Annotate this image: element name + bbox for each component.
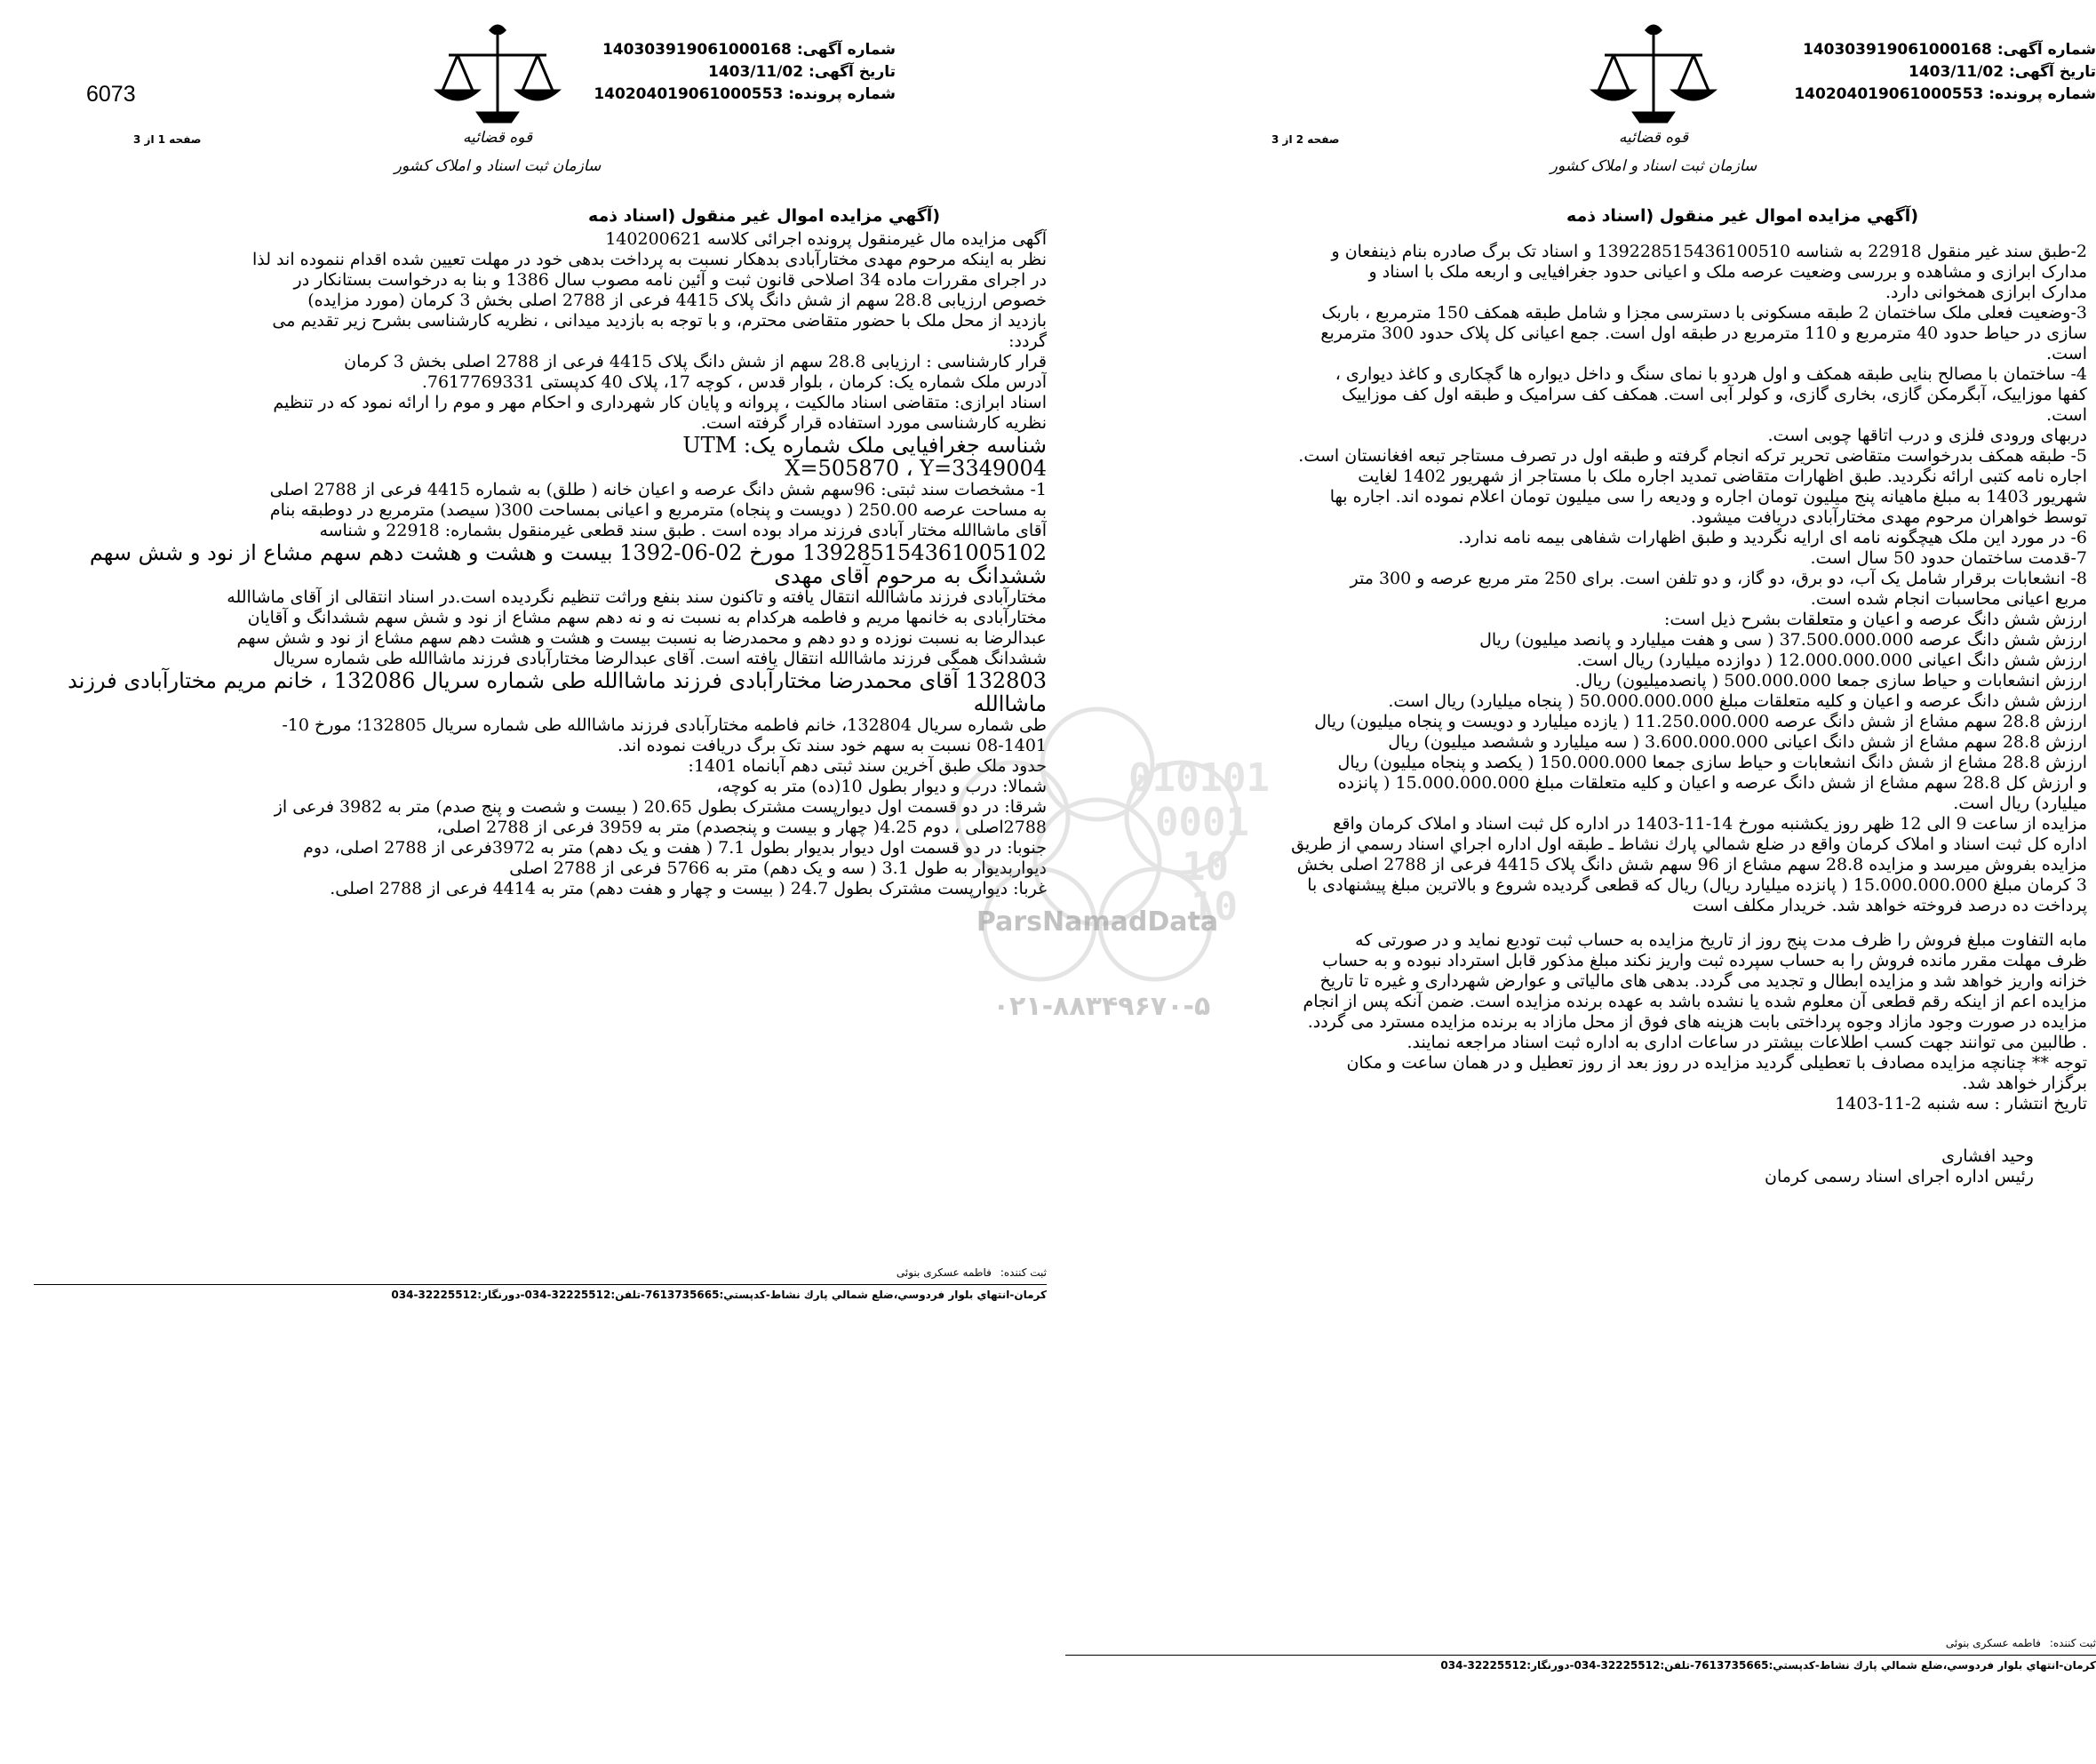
- judiciary-emblem-logo: [391, 20, 604, 184]
- notice-title: (آگهي مزايده اموال غير منقول (اسناد ذمه: [587, 206, 940, 226]
- body-line: 5- طبقه همکف بدرخواست متقاضی تحریر ترکه انجام گرفته و طبقه اول در تصرف مستاجر تبعه افغانستان است.: [1298, 446, 2087, 466]
- watermark-brand: ParsNamadData: [976, 906, 1219, 938]
- office-address: کرمان-انتهاي بلوار فردوسي،ضلع شمالي پارك نشاط-كدپستي:7613735665-تلفن:32225512-034-دورنگار:32225512-034: [1440, 1659, 2096, 1672]
- body-line: ارزش شش دانگ عرصه و اعیان و کلیه متعلقات مبلغ 50.000.000.000 ( پنجاه میلیارد) ریال است.: [1388, 691, 2087, 711]
- org-line2-logo-text: سازمان ثبت اسناد و املاک کشور: [394, 157, 602, 175]
- footer: [34, 1266, 1047, 1301]
- body-line: ارزش شش دانگ اعیانی 12.000.000.000 ( دوازده میلیارد) ریال است.: [1576, 651, 2087, 670]
- page-number: صفحه 2 از 3: [1271, 133, 1340, 146]
- body-line: ارزش 28.8 مشاع از شش دانگ انشعابات و حیاط سازی جمعا 150.000.000 ( یکصد و پنجاه میلیون) ریال: [1337, 753, 2087, 772]
- page-1: [0, 0, 1047, 1764]
- notice-title: (آگهي مزايده اموال غير منقول (اسناد ذمه: [1566, 206, 1918, 226]
- body-line: است.: [2046, 344, 2087, 363]
- ad-number: 140303919061000168: [1802, 41, 1992, 59]
- body-line: مزایده اعم از اینکه رقم قطعی آن معلوم شده یا نشده باشد به عهده برنده مزایده است. ضمن آنکه پس از انجام: [1303, 992, 2087, 1011]
- body-line: است.: [2046, 405, 2087, 425]
- body-line: 3 کرمان مبلغ 15.000.000.000 ( پانزده میلیارد ریال) ریال که قطعی گردیده شروع و بالاترین مبلغ پیشنهادی با: [1307, 875, 2087, 895]
- footer: [1065, 1637, 2096, 1672]
- body-line: حدود ملک طبق آخرین سند ثبتی دهم آبانماه 1401:: [688, 756, 1047, 776]
- ad-date: 1403/11/02: [1908, 63, 2004, 81]
- case-number: 140204019061000553: [1794, 85, 1984, 103]
- header-meta: [1794, 39, 2096, 106]
- svg-text:010101: 010101: [1128, 755, 1270, 801]
- org-line2-logo-text: سازمان ثبت اسناد و املاک کشور: [1550, 157, 1757, 175]
- ad-date-label: تاریخ آگهی:: [808, 63, 896, 81]
- body-line: . طالبین می توانند جهت کسب اطلاعات بیشتر در ساعات اداری به اداره ثبت اسناد مراجعه نمایند.: [1407, 1033, 2087, 1052]
- body-line: میلیارد) ریال است.: [1953, 794, 2087, 813]
- case-number-row: [1794, 84, 2096, 106]
- body-line: 7-قدمت ساختمان حدود 50 سال است.: [1810, 548, 2087, 568]
- case-number: 140204019061000553: [594, 85, 784, 103]
- body-line: مدارک ابرازی و مشاهده و بررسی وضعیت عرصه ملک و اعیانی حدود جغرافیایی و اربعه ملک با اسناد و: [1368, 262, 2087, 282]
- body-line: مدارک ابرازی همخوانی دارد.: [1885, 283, 2087, 302]
- signature-block: [1163, 1146, 2034, 1187]
- body-line: عبدالرضا به نسبت نوزده و دو دهم و محمدرضا به نسبت بیست و هشت و هشت دهم سهم مشاع از نود و شش سهم: [236, 628, 1047, 648]
- body-line: سازی در حیاط حدود 40 مترمربع و 110 مترمربع در طبقه اول است. جمع اعیانی کل پلاک حدود 300 مترمربع: [1320, 323, 2087, 343]
- body-line: پرداخت ده درصد فروخته خواهد شد. خریدار مکلف است: [1693, 896, 2087, 915]
- body-line: مختارآبادی فرزند ماشاالله انتقال یافته و تاکنون سند بنفع وراثت تنظیم نگردیده است.در اسناد انتقالی از آقای ماشاالله: [227, 587, 1047, 607]
- body-line: 8- انشعابات برقرار شامل یک آب، دو برق، دو گاز، و دو تلفن است. برای 250 متر مربع عرصه و 300 متر: [1350, 569, 2087, 588]
- body-line: آگهی مزایده مال غیرمنقول پرونده اجرائی کلاسه 140200621: [605, 229, 1047, 249]
- registrar-line: [34, 1266, 1047, 1279]
- body-line: مزایده بفروش میرسد و مزایده 28.8 سهم مشاع از 96 سهم شش دانگ پلاک 4415 فرعی از 2788 اصلی بخش: [1296, 855, 2087, 874]
- body-line: غربا: دیوارپست مشترک بطول 24.7 ( بیست و چهار و هفت دهم) متر به 4414 فرعی از 2788 اصلی.: [330, 879, 1047, 898]
- body-line: ظرف مهلت مقرر مانده فروش را به حساب سپرده ثبت واریز نکند مبلغ مذکور قابل استرداد نبوده و به حساب: [1322, 951, 2087, 970]
- scales-of-justice-icon: [391, 20, 604, 184]
- body-line: مزایده در صورت وجود مازاد وجوه پرداختی بابت هزینه های فوق از محل مازاد به برنده مزایده مسترد می گردد.: [1307, 1012, 2087, 1032]
- registrar-name: فاطمه عسکری بنوئی: [896, 1266, 992, 1279]
- page-2: [1049, 0, 2096, 1764]
- body-line: توجه ** چنانچه مزایده مصادف با تعطیلی گردید مزایده در روز بعد از روز تعطیل و در همان ساعت و مکان: [1346, 1053, 2087, 1073]
- body-line: نظر به اینکه مرحوم مهدی مختارآبادی بدهکار نسبت به پرداخت بدهی خود در مهلت تعیین شده اقدام ننموده اند لذا: [252, 250, 1047, 269]
- body-line: اداره کل ثبت اسناد و املاک کرمان واقع در ضلع شمالي پارك نشاط ـ طبقه اول اداره اجراي اسناد رسمي از طریق: [1291, 834, 2087, 854]
- svg-text:10: 10: [1182, 844, 1229, 890]
- body-line: آقای ماشاالله مختار آبادی فرزند مراد بوده است . طبق سند قطعی غیرمنقول بشماره: 22918 و شناسه: [319, 521, 1047, 540]
- body-line: شمالا: درب و دیوار بطول 10(ده) متر به کوچه،: [716, 777, 1047, 796]
- body-line: کفها موزاییک، آبگرمکن گازی، بخاری گازی، و کولر آبی است. همکف کف سرامیک و طبقه اول کف موزاییک: [1342, 385, 2087, 404]
- body-line: در اجرای مقررات ماده 34 اصلاحی قانون ثبت و آئین نامه مصوب سال 1386 و بنا به درخواست بستانکار در: [293, 270, 1047, 290]
- ad-number-label: شماره آگهی:: [1996, 41, 2096, 59]
- registrar-name: فاطمه عسکری بنوئی: [1945, 1637, 2041, 1649]
- body-line: جنوبا: در دو قسمت اول دیوار بدیوار بطول 7.1 ( هفت و یک دهم) متر به 3972فرعی از 2788 اصلی، دوم: [303, 838, 1047, 858]
- body-line: دیواربدیوار به طول 3.1 ( سه و یک دهم) متر به 5766 فرعی از 2788 اصلی: [509, 858, 1047, 878]
- body-line: قرار کارشناسی : ارزیابی 28.8 سهم از شش دانگ پلاک 4415 فرعی از 2788 اصلی بخش 3 کرمان: [344, 352, 1047, 371]
- body-line: ششدانگ همگی فرزند ماشاالله انتقال یافته است. آقای عبدالرضا مختارآبادی فرزند ماشاالله طی شماره سریال: [273, 649, 1047, 668]
- judiciary-emblem-logo: [1547, 20, 1760, 184]
- body-line: X=505870 ، Y=3349004: [785, 456, 1047, 481]
- signatory-title: رئیس اداره اجرای اسناد رسمی کرمان: [1765, 1167, 2034, 1186]
- body-line: 4- ساختمان با مصالح بنایی طبقه همکف و اول هردو با نمای سنگ و داخل دیواره ها گچکاری و کاغذ دیواری ،: [1335, 364, 2087, 384]
- body-line: خصوص ارزیابی 28.8 سهم از شش دانگ پلاک 4415 فرعی از 2788 اصلی بخش 3 کرمان (مورد مزایده): [307, 291, 1047, 310]
- svg-text:0001: 0001: [1155, 800, 1249, 845]
- body-line: شناسه جغرافیایی ملک شماره یک: UTM: [682, 433, 1047, 458]
- header-meta: [594, 39, 896, 106]
- body-line: مابه التفاوت مبلغ فروش را ظرف مدت پنج روز از تاریخ مزایده به حساب ثبت تودیع نماید و در صورتی که: [1355, 930, 2087, 950]
- svg-text:10: 10: [1191, 884, 1238, 930]
- notice-body: [7, 229, 1047, 899]
- org-line1-logo-text: قوه قضائیه: [1618, 129, 1689, 147]
- body-line: تاریخ انتشار : سه شنبه 2-11-1403: [1835, 1094, 2087, 1113]
- body-line: مربع اعیانی محاسبات انجام شده است.: [1810, 589, 2087, 609]
- body-line: 132803 آقای محمدرضا مختارآبادی فرزند ماشاالله طی شماره سریال 132086 ، خانم مریم مختارآبادی فرزند ماشاالله: [68, 668, 1047, 716]
- body-line: خزانه واریز خواهد شد و مزایده ابطال و تجدید می گردد. بدهی های مالیاتی و عوارض شهرداری و غیره تا تاریخ: [1319, 971, 2087, 991]
- ad-number: 140303919061000168: [602, 41, 792, 59]
- ad-date-row: [1794, 61, 2096, 84]
- body-line: طی شماره سریال 132804، خانم فاطمه مختارآبادی فرزند ماشاالله طی شماره سریال 132805؛ مورخ 10-: [282, 715, 1047, 735]
- body-line: ارزش شش دانگ عرصه 37.500.000.000 ( سی و هفت میلیارد و پانصد میلیون) ریال: [1479, 630, 2087, 650]
- registrar-line: [1065, 1637, 2096, 1649]
- registrar-label: ثبت کننده:: [1000, 1266, 1047, 1279]
- body-line: دربهای ورودی فلزی و درب اتاقها چوبی است.: [1767, 426, 2087, 445]
- body-line: مختارآبادی به خانمها مریم و فاطمه هرکدام به نسبت نه و نه دهم سهم مشاع از نود و شش سهم ششدانگ و آقایان: [247, 608, 1047, 627]
- body-line: 3-وضعیت فعلی ملک ساختمان 2 طبقه مسکونی با دسترسی مجزا و شامل طبقه همکف 150 مترمربع ، باربک: [1321, 303, 2087, 323]
- body-line: 2-طبق سند غیر منقول 22918 به شناسه 139228515436100510 و اسناد تک برگ صادره بنام ذینفعان و: [1331, 242, 2087, 261]
- body-line: ارزش شش دانگ عرصه و اعیان و متعلقات بشرح ذیل است:: [1663, 610, 2087, 629]
- body-line: 139285154361005102 مورخ 02-06-1392 بیست و هشت و هشت دهم سهم مشاع از نود و شش سهم ششدانگ به مرحوم آقای مهدی: [89, 540, 1047, 588]
- scales-of-justice-icon: [1547, 20, 1760, 184]
- body-line: اسناد ابرازی: متقاضی اسناد مالکیت ، پروانه و پایان کار شهرداری و احکام مهر و موم را ارائه نمود که در تنظیم: [273, 393, 1047, 412]
- body-line: 6- در مورد این ملک هیچگونه نامه ای ارایه نگردید و طبق اظهارات شفاهی بیمه نامه ندارد.: [1458, 528, 2087, 547]
- case-number-label: شماره پرونده:: [1988, 85, 2096, 103]
- org-line1-logo-text: قوه قضائیه: [462, 129, 533, 147]
- body-line: اجاره نامه کتبی ارائه نگردید. طبق اظهارات متقاضی تمدید اجاره ملک با مستاجر از شهریور 1402 لغایت: [1358, 467, 2087, 486]
- ad-date-label: تاریخ آگهی:: [2008, 63, 2096, 81]
- body-line: ارزش 28.8 سهم مشاع از شش دانگ عرصه 11.250.000.000 ( یازده میلیارد و دویست و پنجاه میلیون) ریال: [1314, 712, 2087, 731]
- body-line: گردد:: [1008, 331, 1047, 351]
- office-address: کرمان-انتهاي بلوار فردوسي،ضلع شمالي پارك نشاط-كدپستي:7613735665-تلفن:32225512-034-دورنگار:32225512-034: [391, 1289, 1047, 1301]
- footer-divider: [34, 1284, 1047, 1285]
- body-line: 1- مشخصات سند ثبتی: 96سهم شش دانگ عرصه و اعیان خانه ( طلق) به شماره 4415 فرعی از 2788 اصلی: [269, 480, 1047, 499]
- body-line: آدرس ملک شماره یک: کرمان ، بلوار قدس ، کوچه 17، پلاک 40 کدپستی 7617769331.: [421, 372, 1047, 392]
- ad-date-row: [594, 61, 896, 84]
- body-line: شرقا: در دو قسمت اول دیوارپست مشترک بطول 20.65 ( بیست و شصت و پنج صدم) متر به 3982 فرعی از: [274, 797, 1047, 817]
- body-line: توسط خواهران مرحوم مهدی مختارآبادی دریافت میشود.: [1690, 507, 2087, 527]
- body-line: نظریه کارشناسی مورد استفاده قرار گرفته است.: [700, 413, 1047, 433]
- document-number: 6073: [86, 82, 136, 107]
- body-line: مزایده از ساعت 9 الی 12 ظهر روز یکشنبه مورخ 14-11-1403 در اداره کل ثبت اسناد و املاک کرمان واقع: [1333, 814, 2087, 834]
- ad-number-label: شماره آگهی:: [796, 41, 896, 59]
- page-number: صفحه 1 از 3: [133, 133, 202, 146]
- body-line: 08-1401 نسبت به سهم خود سند تک برگ دریافت نموده اند.: [617, 736, 1047, 755]
- body-line: 2788اصلی ، دوم 4.25( چهار و بیست و پنجصدم) متر به 3959 فرعی از 2788 اصلی،: [436, 818, 1047, 837]
- body-line: ارزش 28.8 سهم مشاع از شش دانگ اعیانی 3.600.000.000 ( سه میلیارد و ششصد میلیون) ریال: [1388, 732, 2087, 752]
- signatory-name: وحید افشاری: [1941, 1146, 2034, 1166]
- body-line: به مساحت عرصه 250.00 ( دویست و پنجاه) مترمربع و اعیانی بمساحت 300( سیصد) مترمربع در دوطبقه بنام: [269, 500, 1047, 520]
- notice-body: [1163, 242, 2087, 1187]
- case-number-label: شماره پرونده:: [788, 85, 896, 103]
- ad-number-row: [1794, 39, 2096, 61]
- body-line: شهریور 1403 به مبلغ ماهیانه پنج میلیون تومان اجاره و ودیعه را سی میلیون تومان اعلام نموده اند. اجاره بها: [1329, 487, 2087, 507]
- case-number-row: [594, 84, 896, 106]
- watermark-phone: ۰۲۱-۸۸۳۴۹۶۷۰-۵: [992, 991, 1211, 1022]
- ad-date: 1403/11/02: [707, 63, 804, 81]
- body-line: برگزار خواهد شد.: [1962, 1074, 2087, 1093]
- paragraph-gap: [1163, 916, 2087, 930]
- body-line: و ارزش کل 28.8 سهم مشاع از شش دانگ عرصه و اعیان و کلیه متعلقات مبلغ 15.000.000.000 ( پانزده: [1337, 773, 2087, 793]
- ad-number-row: [594, 39, 896, 61]
- body-line: ارزش انشعابات و حیاط سازی جمعا 500.000.000 ( پانصدمیلیون) ریال.: [1574, 671, 2087, 690]
- footer-divider: [1065, 1655, 2096, 1656]
- body-line: بازدید از محل ملک با حضور متقاضی محترم، و با توجه به بازدید میدانی ، نظریه کارشناسی بشرح زیر تقدیم می: [272, 311, 1047, 331]
- registrar-label: ثبت کننده:: [2049, 1637, 2096, 1649]
